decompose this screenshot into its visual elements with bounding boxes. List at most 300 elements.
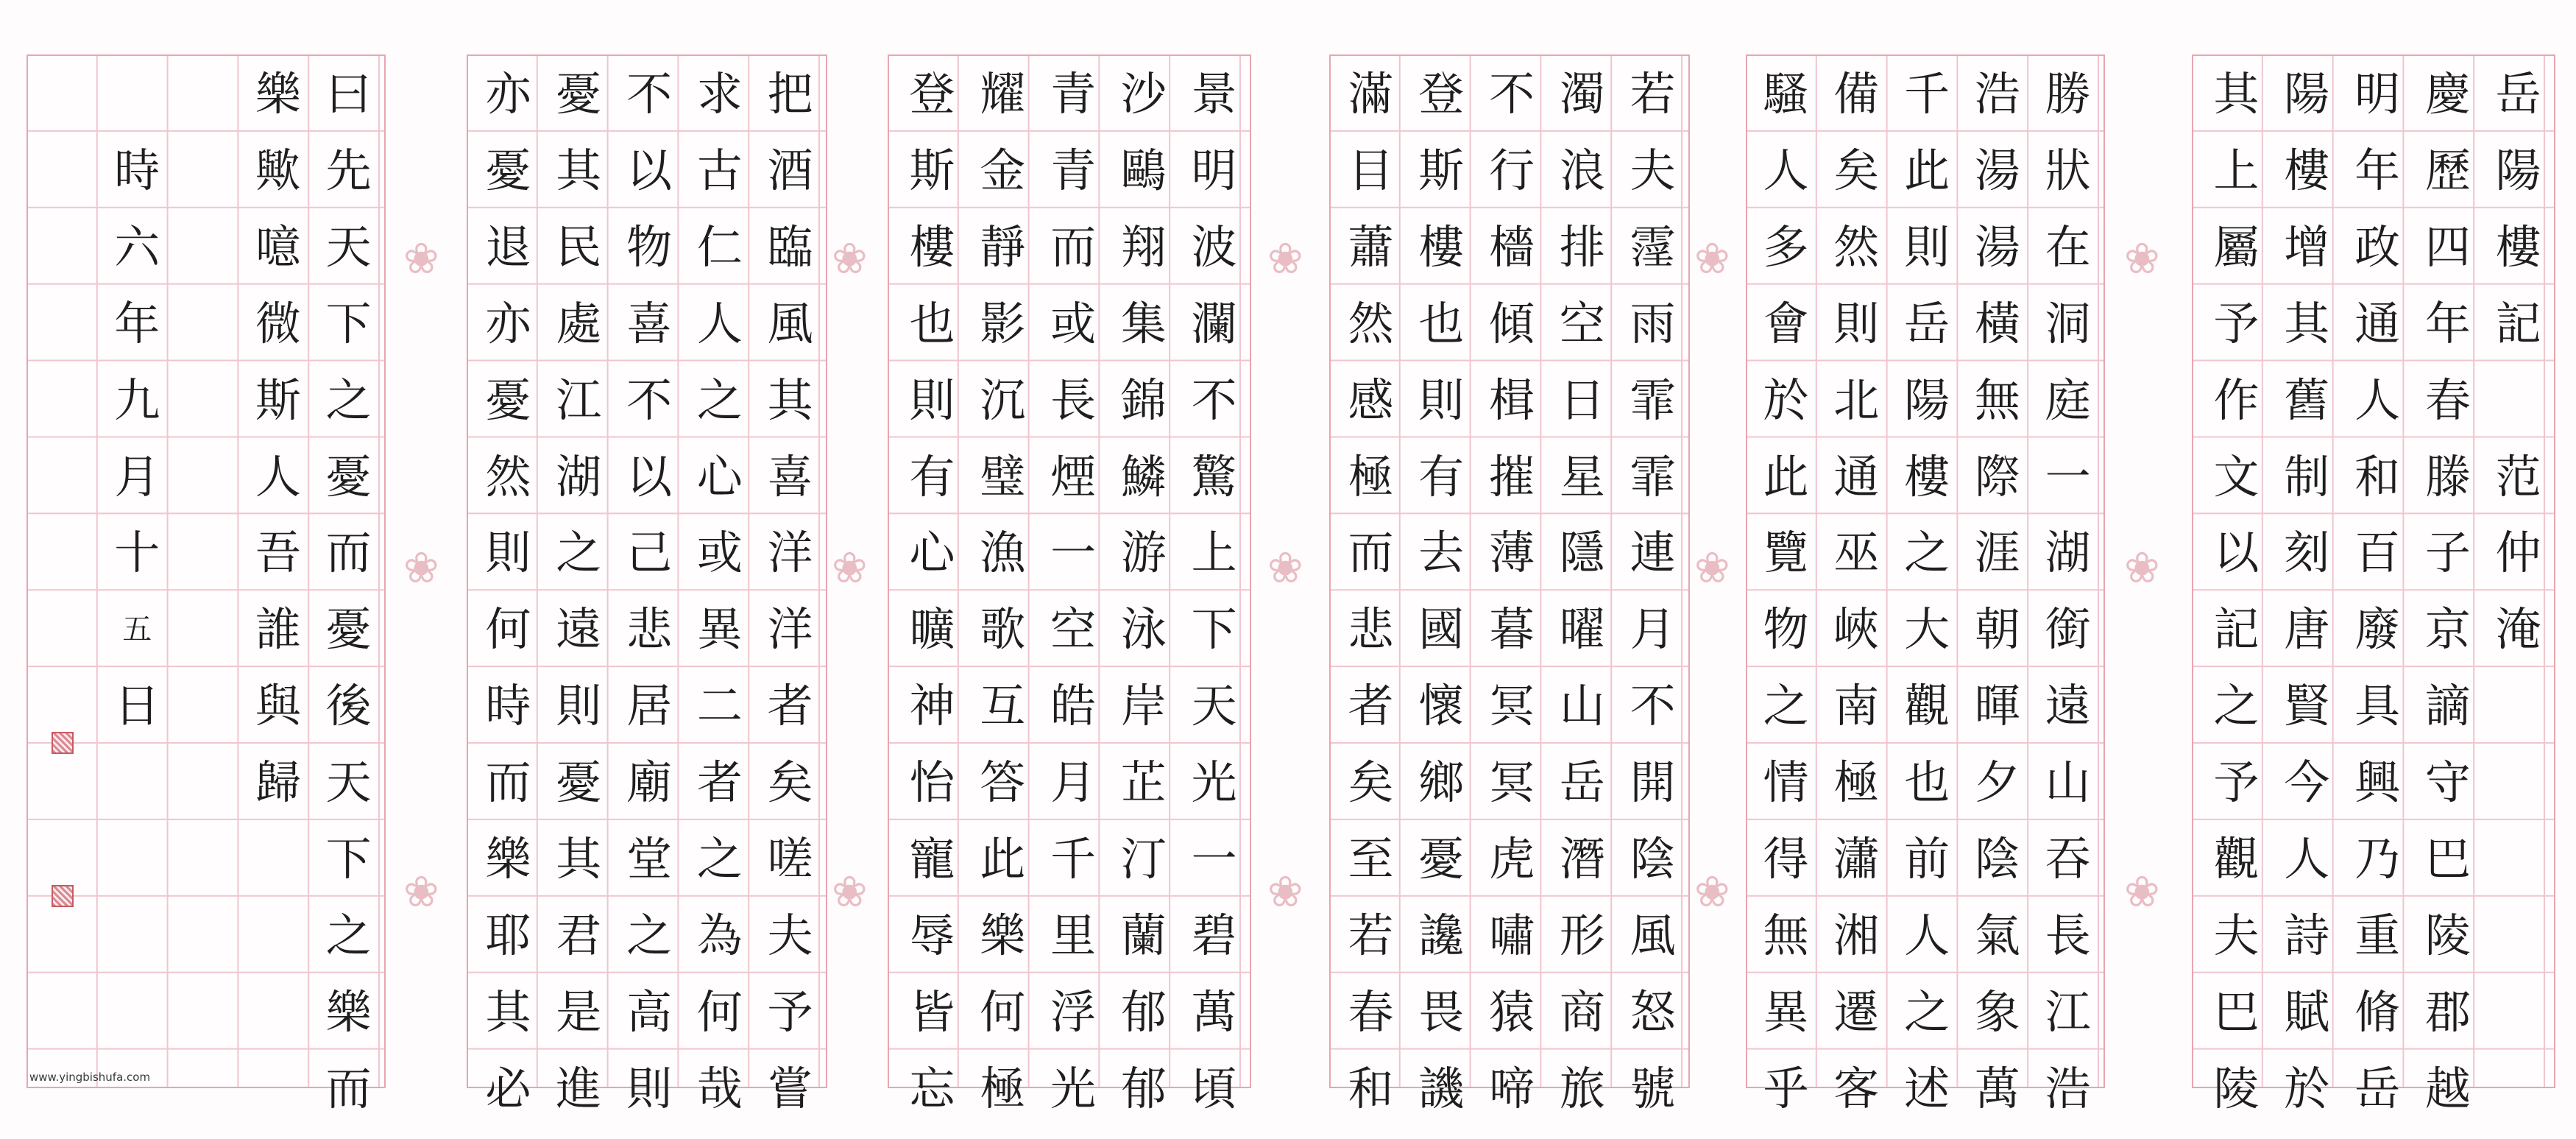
text-column [173, 56, 243, 1087]
calligraphy-character: 或 [1050, 296, 1097, 350]
calligraphy-character: 者 [696, 755, 743, 810]
calligraphy-character: 矣 [1348, 755, 1394, 810]
calligraphy-character: 忘 [909, 1061, 955, 1115]
calligraphy-character: 景 [1191, 67, 1237, 121]
text-column [1179, 56, 1249, 1115]
calligraphy-character: 曜 [1559, 602, 1605, 657]
calligraphy-character: 曰 [325, 67, 372, 121]
calligraphy-character: 湖 [2045, 526, 2091, 580]
calligraphy-character: 感 [1348, 373, 1394, 427]
calligraphy-character: 號 [1630, 1061, 1676, 1115]
calligraphy-character: 岳 [2495, 67, 2541, 121]
calligraphy-character: 瀾 [1191, 296, 1237, 350]
calligraphy-character: 暉 [1974, 679, 2020, 733]
calligraphy-character: 人 [255, 449, 301, 504]
calligraphy-character: 也 [1418, 296, 1465, 350]
calligraphy-character: 岳 [1904, 296, 1950, 350]
calligraphy-character: 大 [1904, 602, 1950, 657]
calligraphy-character: 有 [1418, 449, 1465, 504]
calligraphy-character: 則 [909, 373, 955, 427]
calligraphy-character: 一 [1191, 832, 1237, 886]
calligraphy-character: 則 [485, 526, 531, 580]
calligraphy-character: 讒 [1418, 908, 1465, 962]
calligraphy-character: 之 [1904, 984, 1950, 1039]
calligraphy-character: 鄉 [1418, 755, 1465, 810]
calligraphy-character: 何 [696, 984, 743, 1039]
calligraphy-character: 退 [485, 219, 531, 274]
calligraphy-character: 吾 [255, 526, 301, 580]
calligraphy-character: 皆 [909, 984, 955, 1039]
calligraphy-character: 郁 [1120, 984, 1167, 1039]
calligraphy-character: 汀 [1120, 832, 1167, 886]
calligraphy-character: 之 [626, 908, 673, 962]
calligraphy-character: 光 [1050, 1061, 1097, 1115]
calligraphy-character: 通 [2354, 296, 2401, 350]
calligraphy-character: 也 [909, 296, 955, 350]
text-column [0, 56, 31, 1087]
calligraphy-character: 煙 [1050, 449, 1097, 504]
calligraphy-character: 淹 [2495, 602, 2541, 657]
calligraphy-character: 下 [325, 296, 372, 350]
flower-ornament-icon: ❀ [832, 233, 868, 283]
calligraphy-character: 古 [696, 143, 743, 197]
calligraphy-character: 心 [696, 449, 743, 504]
calligraphy-character: 然 [1833, 219, 1880, 274]
calligraphy-character: 噫 [255, 219, 301, 274]
calligraphy-character: 乎 [1763, 1061, 1809, 1115]
calligraphy-character: 乃 [2354, 832, 2401, 886]
calligraphy-character: 人 [2284, 832, 2330, 886]
calligraphy-character: 啼 [1489, 1061, 1535, 1115]
calligraphy-character: 之 [325, 373, 372, 427]
calligraphy-character: 至 [1348, 832, 1394, 886]
calligraphy-character: 心 [909, 526, 955, 580]
text-column [1892, 56, 1962, 1115]
calligraphy-character: 樂 [325, 984, 372, 1039]
calligraphy-character: 上 [2213, 143, 2260, 197]
calligraphy-character: 極 [980, 1061, 1026, 1115]
calligraphy-character: 登 [909, 67, 955, 121]
flower-ornament-icon: ❀ [403, 233, 439, 283]
calligraphy-character: 樓 [1418, 219, 1465, 274]
calligraphy-character: 辱 [909, 908, 955, 962]
calligraphy-character: 之 [696, 832, 743, 886]
calligraphy-character: 於 [1763, 373, 1809, 427]
calligraphy-character: 千 [1050, 832, 1097, 886]
calligraphy-character: 予 [2213, 296, 2260, 350]
calligraphy-character: 鷗 [1120, 143, 1167, 197]
calligraphy-character: 與 [255, 679, 301, 733]
calligraphy-character: 長 [1050, 373, 1097, 427]
calligraphy-character: 後 [325, 679, 372, 733]
calligraphy-character: 樓 [2495, 219, 2541, 274]
calligraphy-character: 金 [980, 143, 1026, 197]
calligraphy-character: 明 [2354, 67, 2401, 121]
calligraphy-character: 日 [1559, 373, 1605, 427]
calligraphy-character: 政 [2354, 219, 2401, 274]
calligraphy-character: 憂 [556, 755, 602, 810]
calligraphy-character: 廟 [626, 755, 673, 810]
calligraphy-character: 是 [556, 984, 602, 1039]
calligraphy-character: 銜 [2045, 602, 2091, 657]
calligraphy-character: 夫 [1630, 143, 1676, 197]
seal-stamp-icon [52, 885, 74, 907]
calligraphy-character: 去 [1418, 526, 1465, 580]
calligraphy-character: 備 [1833, 67, 1880, 121]
flower-ornament-icon: ❀ [832, 543, 868, 593]
calligraphy-character: 五 [122, 613, 152, 647]
text-column [102, 56, 172, 1087]
calligraphy-character: 一 [1050, 526, 1097, 580]
calligraphy-character: 之 [1763, 679, 1809, 733]
calligraphy-character: 陽 [2495, 143, 2541, 197]
calligraphy-character: 集 [1120, 296, 1167, 350]
calligraphy-character: 多 [1763, 219, 1809, 274]
calligraphy-character: 明 [1191, 143, 1237, 197]
flower-ornament-icon: ❀ [1694, 543, 1730, 593]
calligraphy-character: 際 [1974, 449, 2020, 504]
calligraphy-character: 極 [1348, 449, 1394, 504]
calligraphy-character: 湘 [1833, 908, 1880, 962]
calligraphy-character: 之 [1904, 526, 1950, 580]
calligraphy-character: 郁 [1120, 1061, 1167, 1115]
calligraphy-character: 旅 [1559, 1061, 1605, 1115]
calligraphy-character: 客 [1833, 1061, 1880, 1115]
calligraphy-character: 不 [1489, 67, 1535, 121]
calligraphy-character: 傾 [1489, 296, 1535, 350]
calligraphy-character: 述 [1904, 1061, 1950, 1115]
calligraphy-character: 憂 [325, 602, 372, 657]
calligraphy-character: 洞 [2045, 296, 2091, 350]
calligraphy-character: 天 [1191, 679, 1237, 733]
calligraphy-panel-2 [467, 54, 827, 1115]
calligraphy-character: 守 [2424, 755, 2471, 810]
calligraphy-character: 勝 [2045, 67, 2091, 121]
calligraphy-character: 為 [696, 908, 743, 962]
calligraphy-character: 具 [2354, 679, 2401, 733]
calligraphy-character: 憂 [1418, 832, 1465, 886]
calligraphy-character: 漁 [980, 526, 1026, 580]
calligraphy-character: 靜 [980, 219, 1026, 274]
calligraphy-character: 則 [1418, 373, 1465, 427]
calligraphy-character: 天 [325, 755, 372, 810]
flower-ornament-icon: ❀ [1267, 543, 1303, 593]
text-column [1108, 56, 1178, 1115]
calligraphy-character: 此 [1904, 143, 1950, 197]
calligraphy-character: 遠 [556, 602, 602, 657]
calligraphy-character: 喜 [767, 449, 813, 504]
text-column [473, 56, 543, 1115]
text-column [684, 56, 754, 1115]
calligraphy-character: 寵 [909, 832, 955, 886]
calligraphy-character: 月 [1050, 755, 1097, 810]
calligraphy-character: 互 [980, 679, 1026, 733]
calligraphy-character: 霏 [1630, 449, 1676, 504]
calligraphy-character: 下 [325, 832, 372, 886]
calligraphy-character: 記 [2495, 296, 2541, 350]
calligraphy-character: 矣 [767, 755, 813, 810]
calligraphy-character: 重 [2354, 908, 2401, 962]
calligraphy-character: 會 [1763, 296, 1809, 350]
calligraphy-character: 嗟 [767, 832, 813, 886]
calligraphy-character: 譏 [1418, 1061, 1465, 1115]
calligraphy-character: 前 [1904, 832, 1950, 886]
calligraphy-character: 冥 [1489, 679, 1535, 733]
calligraphy-character: 不 [1191, 373, 1237, 427]
calligraphy-character: 記 [2213, 602, 2260, 657]
calligraphy-panel-4 [1329, 54, 1690, 1115]
calligraphy-character: 泳 [1120, 602, 1167, 657]
flower-ornament-icon: ❀ [2124, 867, 2160, 917]
calligraphy-character: 江 [556, 373, 602, 427]
text-column [1406, 56, 1476, 1115]
calligraphy-character: 形 [1559, 908, 1605, 962]
calligraphy-character: 四 [2424, 219, 2471, 274]
calligraphy-character: 空 [1559, 296, 1605, 350]
calligraphy-character: 處 [556, 296, 602, 350]
calligraphy-character: 歟 [255, 143, 301, 197]
calligraphy-character: 無 [1974, 373, 2020, 427]
calligraphy-character: 萬 [1191, 984, 1237, 1039]
calligraphy-character: 覽 [1763, 526, 1809, 580]
calligraphy-character: 陰 [1974, 832, 2020, 886]
calligraphy-character: 之 [696, 373, 743, 427]
calligraphy-character: 其 [556, 832, 602, 886]
calligraphy-character: 異 [1763, 984, 1809, 1039]
calligraphy-character: 人 [2354, 373, 2401, 427]
calligraphy-character: 觀 [1904, 679, 1950, 733]
calligraphy-character: 長 [2045, 908, 2091, 962]
calligraphy-character: 濁 [1559, 67, 1605, 121]
calligraphy-character: 狀 [2045, 143, 2091, 197]
calligraphy-character: 月 [1630, 602, 1676, 657]
calligraphy-character: 文 [2213, 449, 2260, 504]
calligraphy-character: 猿 [1489, 984, 1535, 1039]
calligraphy-character: 興 [2354, 755, 2401, 810]
calligraphy-character: 月 [114, 449, 160, 504]
calligraphy-character: 沙 [1120, 67, 1167, 121]
calligraphy-character: 其 [485, 984, 531, 1039]
calligraphy-character: 年 [114, 296, 160, 350]
calligraphy-character: 物 [1763, 602, 1809, 657]
calligraphy-character: 光 [1191, 755, 1237, 810]
calligraphy-character: 酒 [767, 143, 813, 197]
calligraphy-character: 芷 [1120, 755, 1167, 810]
calligraphy-character: 然 [485, 449, 531, 504]
calligraphy-character: 隱 [1559, 526, 1605, 580]
calligraphy-panel-1 [26, 54, 386, 1115]
calligraphy-character: 子 [2424, 526, 2471, 580]
calligraphy-character: 今 [2284, 755, 2330, 810]
text-column [1618, 56, 1688, 1115]
calligraphy-character: 風 [1630, 908, 1676, 962]
calligraphy-character: 潛 [1559, 832, 1605, 886]
calligraphy-character: 氣 [1974, 908, 2020, 962]
calligraphy-character: 連 [1630, 526, 1676, 580]
calligraphy-character: 不 [626, 373, 673, 427]
calligraphy-character: 春 [2424, 373, 2471, 427]
calligraphy-character: 霪 [1630, 219, 1676, 274]
calligraphy-character: 瀟 [1833, 832, 1880, 886]
calligraphy-panel-6 [2192, 54, 2555, 1115]
calligraphy-character: 霏 [1630, 373, 1676, 427]
calligraphy-character: 夫 [2213, 908, 2260, 962]
calligraphy-character: 刻 [2284, 526, 2330, 580]
calligraphy-character: 之 [325, 908, 372, 962]
calligraphy-character: 不 [626, 67, 673, 121]
calligraphy-character: 己 [626, 526, 673, 580]
text-column [968, 56, 1038, 1115]
calligraphy-character: 商 [1559, 984, 1605, 1039]
calligraphy-character: 賦 [2284, 984, 2330, 1039]
calligraphy-character: 陰 [1630, 832, 1676, 886]
calligraphy-character: 人 [1904, 908, 1950, 962]
calligraphy-character: 郡 [2424, 984, 2471, 1039]
calligraphy-character: 而 [1348, 526, 1394, 580]
calligraphy-character: 浩 [2045, 1061, 2091, 1115]
calligraphy-character: 遷 [1833, 984, 1880, 1039]
calligraphy-character: 北 [1833, 373, 1880, 427]
calligraphy-character: 觀 [2213, 832, 2260, 886]
calligraphy-character: 峽 [1833, 602, 1880, 657]
calligraphy-character: 居 [626, 679, 673, 733]
text-column [1822, 56, 1892, 1115]
calligraphy-character: 臨 [767, 219, 813, 274]
calligraphy-character: 曠 [909, 602, 955, 657]
calligraphy-character: 憂 [325, 449, 372, 504]
calligraphy-character: 先 [325, 143, 372, 197]
calligraphy-character: 騷 [1763, 67, 1809, 121]
calligraphy-character: 巫 [1833, 526, 1880, 580]
calligraphy-character: 其 [2284, 296, 2330, 350]
calligraphy-character: 有 [909, 449, 955, 504]
calligraphy-character: 星 [1559, 449, 1605, 504]
calligraphy-character: 悲 [1348, 602, 1394, 657]
calligraphy-character: 則 [626, 1061, 673, 1115]
flower-ornament-icon: ❀ [2124, 543, 2160, 593]
calligraphy-character: 一 [2045, 449, 2091, 504]
calligraphy-character: 物 [626, 219, 673, 274]
calligraphy-character: 沉 [980, 373, 1026, 427]
calligraphy-character: 以 [626, 449, 673, 504]
text-column [897, 56, 967, 1115]
calligraphy-character: 何 [980, 984, 1026, 1039]
calligraphy-character: 春 [1348, 984, 1394, 1039]
calligraphy-character: 天 [325, 219, 372, 274]
calligraphy-character: 以 [2213, 526, 2260, 580]
calligraphy-character: 必 [485, 1061, 531, 1115]
calligraphy-character: 異 [696, 602, 743, 657]
calligraphy-character: 微 [255, 296, 301, 350]
calligraphy-character: 九 [114, 373, 160, 427]
calligraphy-character: 岳 [1559, 755, 1605, 810]
calligraphy-character: 耶 [485, 908, 531, 962]
calligraphy-character: 湖 [556, 449, 602, 504]
flower-ornament-icon: ❀ [2124, 233, 2160, 283]
calligraphy-character: 作 [2213, 373, 2260, 427]
calligraphy-character: 翔 [1120, 219, 1167, 274]
calligraphy-character: 年 [2354, 143, 2401, 197]
calligraphy-character: 萬 [1974, 1061, 2020, 1115]
calligraphy-character: 滿 [1348, 67, 1394, 121]
calligraphy-character: 鱗 [1120, 449, 1167, 504]
calligraphy-character: 則 [1904, 219, 1950, 274]
calligraphy-character: 十 [114, 526, 160, 580]
calligraphy-character: 謫 [2424, 679, 2471, 733]
calligraphy-character: 制 [2284, 449, 2330, 504]
calligraphy-character: 樓 [2284, 143, 2330, 197]
calligraphy-character: 於 [2284, 1061, 2330, 1115]
calligraphy-character: 喜 [626, 296, 673, 350]
calligraphy-character: 虎 [1489, 832, 1535, 886]
calligraphy-character: 影 [980, 296, 1026, 350]
calligraphy-character: 或 [696, 526, 743, 580]
calligraphy-character: 若 [1348, 908, 1394, 962]
calligraphy-character: 怒 [1630, 984, 1676, 1039]
calligraphy-character: 山 [1559, 679, 1605, 733]
calligraphy-character: 極 [1833, 755, 1880, 810]
calligraphy-character: 神 [909, 679, 955, 733]
calligraphy-character: 薄 [1489, 526, 1535, 580]
text-column [1336, 56, 1406, 1115]
calligraphy-character: 嘗 [767, 1061, 813, 1115]
calligraphy-character: 目 [1348, 143, 1394, 197]
calligraphy-character: 人 [696, 296, 743, 350]
flower-ornament-icon: ❀ [1694, 233, 1730, 283]
calligraphy-character: 樂 [980, 908, 1026, 962]
calligraphy-character: 其 [2213, 67, 2260, 121]
calligraphy-character: 斯 [1418, 143, 1465, 197]
calligraphy-character: 洋 [767, 602, 813, 657]
flower-ornament-icon: ❀ [1694, 867, 1730, 917]
calligraphy-character: 風 [767, 296, 813, 350]
calligraphy-character: 亦 [485, 67, 531, 121]
calligraphy-character: 歸 [255, 755, 301, 810]
calligraphy-character: 矣 [1833, 143, 1880, 197]
calligraphy-character: 涯 [1974, 526, 2020, 580]
calligraphy-character: 上 [1191, 526, 1237, 580]
calligraphy-panel-5 [1746, 54, 2105, 1115]
text-column [1477, 56, 1547, 1115]
calligraphy-character: 則 [556, 679, 602, 733]
calligraphy-character: 下 [1191, 602, 1237, 657]
text-column [1038, 56, 1108, 1115]
calligraphy-character: 時 [114, 143, 160, 197]
flower-ornament-icon: ❀ [1267, 233, 1303, 283]
calligraphy-character: 求 [696, 67, 743, 121]
calligraphy-character: 樂 [485, 832, 531, 886]
calligraphy-character: 進 [556, 1061, 602, 1115]
calligraphy-character: 民 [556, 219, 602, 274]
calligraphy-character: 行 [1489, 143, 1535, 197]
calligraphy-character: 之 [556, 526, 602, 580]
calligraphy-character: 朝 [1974, 602, 2020, 657]
calligraphy-character: 時 [485, 679, 531, 733]
calligraphy-character: 者 [767, 679, 813, 733]
text-column [243, 56, 313, 1087]
calligraphy-character: 脩 [2354, 984, 2401, 1039]
calligraphy-character: 六 [114, 219, 160, 274]
calligraphy-character: 國 [1418, 602, 1465, 657]
text-column [32, 56, 102, 1087]
text-column [755, 56, 825, 1115]
text-column [2413, 56, 2483, 1115]
seal-stamp-icon [52, 732, 74, 754]
calligraphy-character: 情 [1763, 755, 1809, 810]
calligraphy-character: 浪 [1559, 143, 1605, 197]
calligraphy-character: 此 [1763, 449, 1809, 504]
calligraphy-character: 陽 [2284, 67, 2330, 121]
